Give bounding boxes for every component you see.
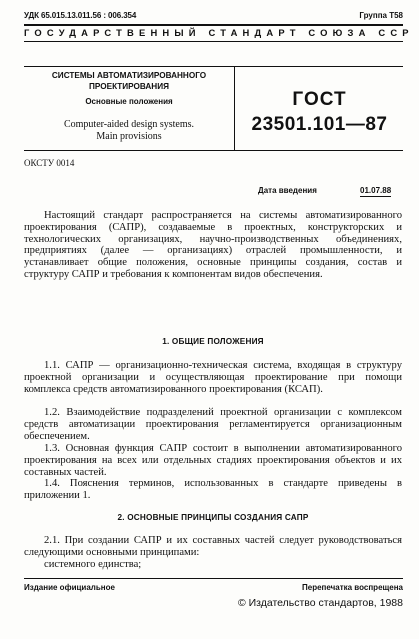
title-subtitle: Основные положения	[85, 97, 173, 106]
gost-label: ГОСТ	[292, 89, 347, 110]
title-line-1: СИСТЕМЫ АВТОМАТИЗИРОВАННОГО	[51, 71, 207, 80]
section-1-para-3: 1.3. Основная функция САПР состоит в выполнении автоматизированного проектирования на всех или отдельных стадиях проектирования объектов и их составных частей.	[24, 443, 402, 478]
section-1-para-1: 1.1. САПР — организационно-техническая система, входящая в структуру проектной организации и осуществляющая проектирование при помощи комплекса средств автоматизированного проектирования (КСАП).	[24, 360, 402, 395]
banner-rule	[24, 41, 403, 42]
section-1-para-2: 1.2. Взаимодействие подразделений проектной организации с комплексом средств автоматизации проектирования регламентируется организационным обеспечением.	[24, 407, 402, 442]
intro-date-label: Дата введения	[258, 186, 317, 195]
english-title-line-1: Computer-aided design systems.	[63, 119, 195, 130]
okstu-code: ОКСТУ 0014	[24, 158, 75, 168]
gost-number: 23501.101—87	[251, 114, 388, 135]
footer-rule	[24, 578, 403, 579]
section-2-heading: 2. ОСНОВНЫЕ ПРИНЦИПЫ СОЗДАНИЯ САПР	[117, 513, 309, 522]
official-edition: Издание официальное	[24, 583, 115, 592]
section-2-para-2: системного единства;	[44, 559, 142, 570]
reprint-prohibited: Перепечатка воспрещена	[302, 583, 403, 592]
title-bottom-rule	[24, 150, 403, 151]
section-2-para-1: 2.1. При создании САПР и их составных частей следует руководствоваться следующими основными принципами:	[24, 535, 402, 558]
intro-date-value: 01.07.88	[360, 186, 392, 195]
section-1-para-4: 1.4. Пояснения терминов, использованных в стандарте приведены в приложении 1.	[24, 478, 402, 501]
section-1-heading: 1. ОБЩИЕ ПОЛОЖЕНИЯ	[162, 337, 264, 346]
group-code: Группа Т58	[359, 11, 403, 20]
english-title-line-2: Main provisions	[96, 131, 162, 142]
intro-paragraph: Настоящий стандарт распространяется на системы автоматизированного проектирования (САПР), создаваемые в проектных, конструкторских и технологических организациях, научно-производственных объединениях, предприятиях (далее — организациях) отраслей промышленности, и устанавливает общие положения, основные принципы создания, состав и структуру САПР и требования к компонентам видов обеспечения.	[24, 210, 402, 280]
udk-code: УДК 65.015.13.011.56 : 006.354	[24, 11, 137, 20]
state-standard-banner: ГОСУДАРСТВЕННЫЙ СТАНДАРТ СОЮЗА ССР	[24, 27, 414, 38]
copyright: © Издательство стандартов, 1988	[237, 597, 403, 609]
title-block-divider	[234, 66, 235, 150]
title-line-2: ПРОЕКТИРОВАНИЯ	[89, 82, 169, 91]
top-rule	[24, 24, 403, 26]
title-top-rule	[234, 66, 403, 67]
